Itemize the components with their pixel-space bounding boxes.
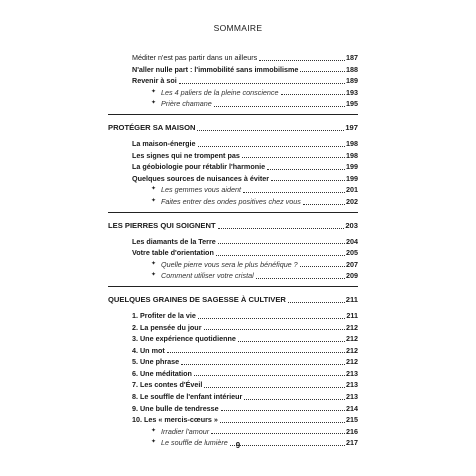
toc-subentry <box>108 184 358 196</box>
dot-leader <box>220 422 345 423</box>
toc-entry-title: Revenir à soi <box>132 76 177 86</box>
toc-entry-page: 211 <box>346 310 358 320</box>
toc-entry-title: 5. Une phrase <box>132 357 180 367</box>
toc-entry <box>108 356 358 368</box>
toc-section-heading <box>108 292 358 307</box>
dot-leader <box>197 130 344 131</box>
toc-entry-page: 205 <box>346 248 358 258</box>
toc-entry-page: 213 <box>346 392 358 402</box>
toc-entry-page: 193 <box>346 87 358 97</box>
toc-entry <box>108 310 358 322</box>
toc-entry-page: 202 <box>346 196 358 206</box>
toc-entry-title: Votre table d'orientation <box>132 248 214 258</box>
dot-leader <box>216 255 345 256</box>
toc-entry <box>108 64 358 76</box>
toc-entry-page: 215 <box>346 415 358 425</box>
diamond-bullet-icon: ✦ <box>151 186 157 193</box>
toc-entry-title: 6. Une méditation <box>132 368 192 378</box>
toc-entry-title: Méditer n'est pas partir dans un ailleurs <box>132 53 258 62</box>
toc-entry-page: 216 <box>346 426 358 436</box>
toc-entry-title: 8. Le souffle de l'enfant intérieur <box>132 392 243 402</box>
toc-entry <box>108 345 358 357</box>
dot-leader <box>214 106 345 107</box>
toc-subentry <box>108 270 358 282</box>
toc-entry-title: 7. Les contes d'Éveil <box>132 380 203 390</box>
toc-section-heading <box>108 120 358 135</box>
dot-leader <box>288 302 345 303</box>
toc-entry <box>108 173 358 185</box>
diamond-bullet-icon: ✦ <box>151 88 157 95</box>
toc-entry <box>108 138 358 150</box>
dot-leader <box>300 266 345 267</box>
page-header: SOMMAIRE <box>213 23 263 33</box>
diamond-bullet-icon: ✦ <box>151 197 157 204</box>
toc-entry <box>108 247 358 259</box>
toc-entry-title: 3. Une expérience quotidienne <box>132 334 236 344</box>
toc-entry-page: 213 <box>346 380 358 390</box>
toc-entry <box>108 379 358 391</box>
dot-leader <box>259 60 345 61</box>
toc-entry-title: Irradier l'amour <box>161 426 210 436</box>
toc-entry-page: 212 <box>346 357 358 367</box>
toc-entry-title: Faites entrer des ondes positives chez vous <box>161 196 301 206</box>
section-page: 211 <box>345 294 358 304</box>
toc-intro-group <box>108 52 358 110</box>
toc-subentry <box>108 259 358 271</box>
toc-entry <box>108 414 358 426</box>
toc-entry-page: 212 <box>346 334 358 344</box>
dot-leader <box>204 329 346 330</box>
dot-leader <box>218 243 345 244</box>
section-divider <box>108 286 358 287</box>
toc-entry-title: Les diamants de la Terre <box>132 236 216 246</box>
toc-entry-page: 217 <box>346 438 358 448</box>
toc-entry-title: La maison-énergie <box>132 138 196 148</box>
section-divider <box>108 212 358 213</box>
toc-entry-page: 189 <box>346 76 358 86</box>
dot-leader <box>242 157 345 158</box>
toc-entry-title: 10. Les « mercis-cœurs » <box>132 415 218 425</box>
toc-entry-page: 207 <box>346 259 358 269</box>
section-divider <box>108 114 358 115</box>
toc-entry-page: 204 <box>346 236 358 246</box>
toc-entry-title: Prière chamane <box>161 99 212 109</box>
dot-leader <box>194 375 345 376</box>
diamond-bullet-icon: ✦ <box>151 272 157 279</box>
toc-entry-title: Les 4 paliers de la pleine conscience <box>161 87 279 97</box>
dot-leader <box>271 180 345 181</box>
toc-entry-page: 212 <box>346 345 358 355</box>
dot-leader <box>300 71 345 72</box>
toc-entry <box>108 391 358 403</box>
toc-entry-page: 199 <box>346 162 358 172</box>
toc-entry-page: 212 <box>346 322 358 332</box>
toc-entry-title: Quelle pierre vous sera le plus bénéfique ? <box>161 259 298 269</box>
dot-leader <box>256 278 345 279</box>
section-page: 203 <box>345 220 358 230</box>
toc-entry-page: 209 <box>346 271 358 281</box>
toc-entry <box>108 236 358 248</box>
toc-entry-title: Le souffle de lumière <box>161 438 228 448</box>
dot-leader <box>218 228 345 229</box>
toc-section-heading <box>108 218 358 233</box>
toc-entry <box>108 333 358 345</box>
toc-subentry <box>108 87 358 99</box>
toc-sections <box>108 114 358 449</box>
toc-entry-title: Comment utiliser votre cristal <box>161 271 254 281</box>
toc-entry <box>108 322 358 334</box>
toc-entry <box>108 403 358 415</box>
toc-entry-title: 9. Une bulle de tendresse <box>132 403 219 413</box>
toc-entry-page: 198 <box>346 150 358 160</box>
toc-entry-title: N'aller nulle part : l'immobilité sans immobilisme <box>132 64 299 74</box>
toc-entry-page: 195 <box>346 99 358 109</box>
toc-entry-title: Les signes qui ne trompent pas <box>132 150 240 160</box>
dot-leader <box>281 94 345 95</box>
toc-entry <box>108 75 358 87</box>
toc-entry <box>108 161 358 173</box>
dot-leader <box>179 83 345 84</box>
page-number: 9 <box>235 441 241 450</box>
toc-entry-title: Quelques sources de nuisances à éviter <box>132 173 270 183</box>
toc-entry-title: La géobiologie pour rétablir l'harmonie <box>132 162 266 172</box>
section-page: 197 <box>345 122 358 132</box>
toc-entry-page: 201 <box>346 185 358 195</box>
toc-entry-title: Les gemmes vous aident <box>161 185 241 195</box>
toc-entry-page: 187 <box>346 53 358 62</box>
toc-entry-page: 214 <box>346 403 358 413</box>
toc-entry-page: 188 <box>346 64 358 74</box>
dot-leader <box>221 410 345 411</box>
dot-leader <box>267 169 345 170</box>
toc-entry-page: 198 <box>346 138 358 148</box>
diamond-bullet-icon: ✦ <box>151 427 157 434</box>
section-title: PROTÉGER SA MAISON <box>108 122 196 132</box>
dot-leader <box>303 204 345 205</box>
toc-entry-title: 1. Profiter de la vie <box>132 310 196 320</box>
dot-leader <box>167 352 345 353</box>
dot-leader <box>244 399 345 400</box>
section-title: QUELQUES GRAINES DE SAGESSE À CULTIVER <box>108 294 286 304</box>
toc-entry <box>108 52 358 64</box>
diamond-bullet-icon: ✦ <box>151 100 157 107</box>
toc-entry-page: 213 <box>346 368 358 378</box>
dot-leader <box>243 192 345 193</box>
dot-leader <box>181 364 345 365</box>
dot-leader <box>198 146 345 147</box>
diamond-bullet-icon: ✦ <box>151 260 157 267</box>
diamond-bullet-icon: ✦ <box>151 439 157 446</box>
dot-leader <box>198 318 345 319</box>
toc-entry <box>108 368 358 380</box>
dot-leader <box>204 387 345 388</box>
toc-subentry <box>108 98 358 110</box>
dot-leader <box>238 341 345 342</box>
toc-subentry <box>108 196 358 208</box>
toc-entry-page: 199 <box>346 173 358 183</box>
toc-entry-title: 4. Un mot <box>132 345 165 355</box>
section-title: LES PIERRES QUI SOIGNENT <box>108 220 216 230</box>
table-of-contents <box>108 52 358 449</box>
toc-entry-title: 2. La pensée du jour <box>132 322 202 332</box>
dot-leader <box>211 433 345 434</box>
toc-entry <box>108 150 358 162</box>
toc-subentry <box>108 426 358 438</box>
